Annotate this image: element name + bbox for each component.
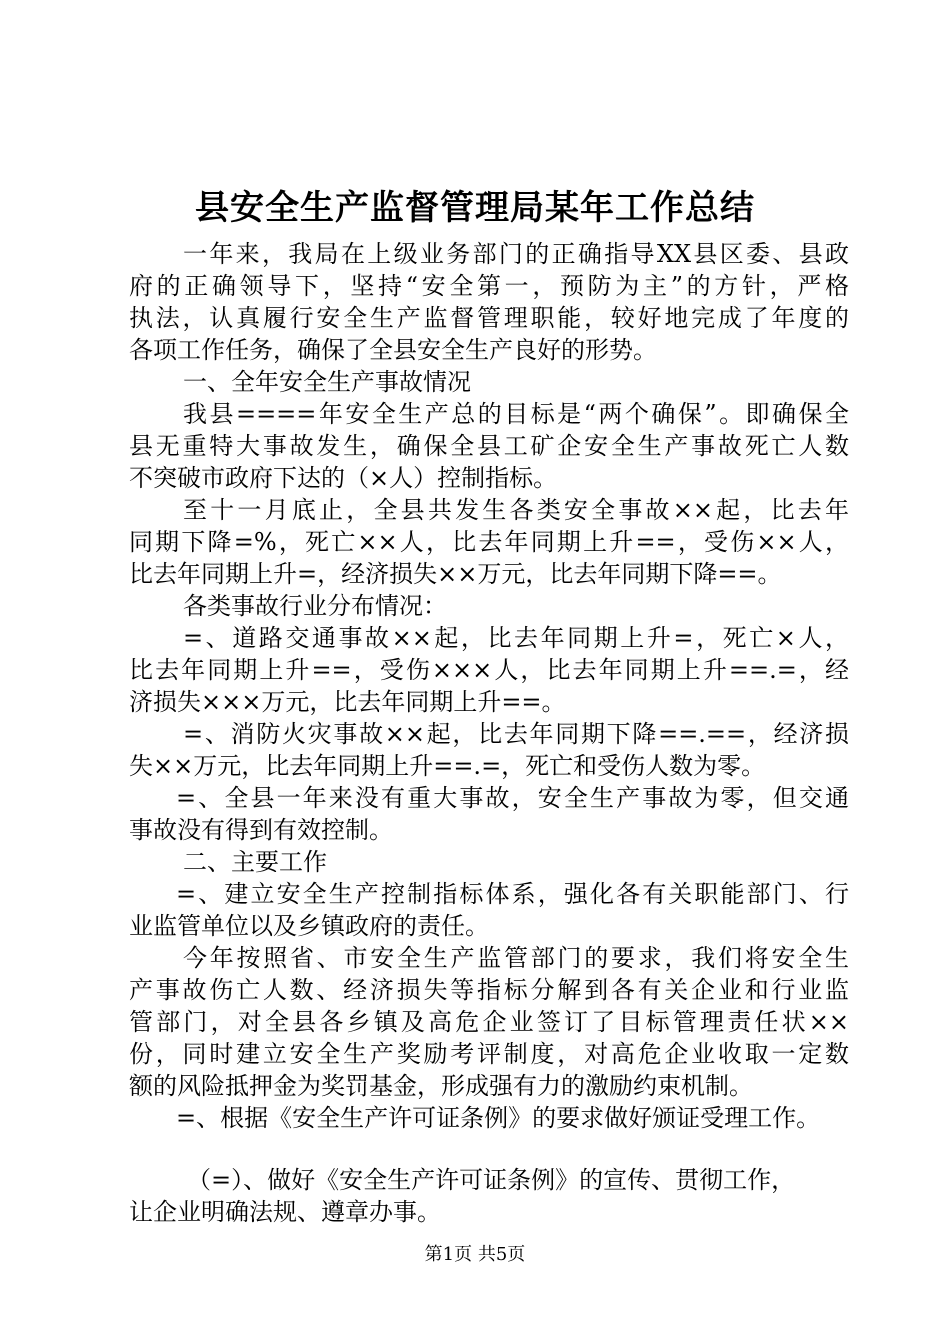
body-line: 比去年同期上升=，经济损失××万元，比去年同期下降==。 xyxy=(129,560,782,588)
body-line: 比去年同期上升==，受伤×××人，比去年同期上升==.=，经 xyxy=(129,656,849,684)
document-title: 县安全生产监督管理局某年工作总结 xyxy=(195,188,755,228)
body-line: =、根据《安全生产许可证条例》的要求做好颁证受理工作。 xyxy=(176,1104,821,1132)
document-body xyxy=(129,238,849,1228)
body-line: 不突破市政府下达的（×人）控制指标。 xyxy=(129,464,558,492)
body-line: 执法，认真履行安全生产监督管理职能，较好地完成了年度的 xyxy=(129,304,849,332)
body-line: 让企业明确法规、遵章办事。 xyxy=(129,1198,441,1226)
body-line: 失××万元，比去年同期上升==.=，死亡和受伤人数为零。 xyxy=(129,752,766,780)
body-line: 至十一月底止，全县共发生各类安全事故××起，比去年 xyxy=(183,496,849,524)
body-line: 管部门，对全县各乡镇及高危企业签订了目标管理责任状×× xyxy=(129,1008,849,1036)
section-heading: 一、全年安全生产事故情况 xyxy=(183,368,471,396)
page-number: 第1页 共5页 xyxy=(424,1244,526,1265)
section-heading: 二、主要工作 xyxy=(183,848,327,876)
body-line: 济损失×××万元，比去年同期上升==。 xyxy=(129,688,566,716)
body-line: =、道路交通事故××起，比去年同期上升=，死亡×人， xyxy=(183,624,849,652)
body-line: 各类事故行业分布情况： xyxy=(183,592,447,620)
body-line: =、全县一年来没有重大事故，安全生产事故为零，但交通 xyxy=(176,784,849,812)
body-line: 额的风险抵押金为奖罚基金，形成强有力的激励约束机制。 xyxy=(129,1072,753,1100)
body-line: 县无重特大事故发生，确保全县工矿企安全生产事故死亡人数 xyxy=(129,432,849,460)
body-line: 各项工作任务，确保了全县安全生产良好的形势。 xyxy=(129,336,657,364)
body-line: 事故没有得到有效控制。 xyxy=(129,816,393,844)
body-line: =、消防火灾事故××起，比去年同期下降==.==，经济损 xyxy=(183,720,849,748)
body-line: 同期下降=%，死亡××人，比去年同期上升==，受伤××人， xyxy=(129,528,849,556)
body-line: 一年来，我局在上级业务部门的正确指导XX县区委、县政 xyxy=(183,240,849,268)
body-line: 业监管单位以及乡镇政府的责任。 xyxy=(129,912,489,940)
body-line: 府的正确领导下，坚持“安全第一，预防为主”的方针，严格 xyxy=(129,272,849,300)
body-line: 产事故伤亡人数、经济损失等指标分解到各有关企业和行业监 xyxy=(129,976,849,1004)
body-line: （=）、做好《安全生产许可证条例》的宣传、贯彻工作， xyxy=(187,1166,796,1194)
paragraph-gap xyxy=(129,1134,849,1164)
body-line: 我县====年安全生产总的目标是“两个确保”。即确保全 xyxy=(183,400,849,428)
body-line: 今年按照省、市安全生产监管部门的要求，我们将安全生 xyxy=(183,944,849,972)
body-line: =、建立安全生产控制指标体系，强化各有关职能部门、行 xyxy=(176,880,849,908)
body-line: 份，同时建立安全生产奖励考评制度，对高危企业收取一定数 xyxy=(129,1040,849,1068)
